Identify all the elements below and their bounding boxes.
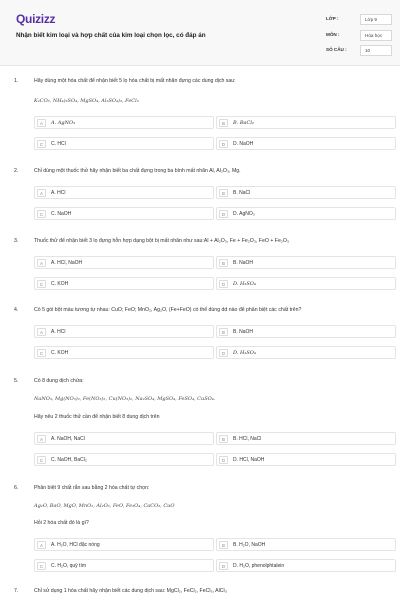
option-d[interactable] [216, 559, 396, 572]
option-letter: A [37, 328, 46, 336]
option-text: C. NaOH, BaCl₂ [51, 457, 87, 463]
option-text: D. H₂SO₄ [233, 281, 256, 287]
question-formula: NaNO₃, Mg(NO₃)₂, Fe(NO₃)₂, Cu(NO₃)₂, Na₂SO₄, MgSO₄, FeSO₄, CuSO₄. [34, 396, 216, 402]
option-text: B. H₂O, NaOH [233, 542, 266, 548]
question-stem: Thuốc thử để nhận biết 3 lọ đựng hỗn hợp dạng bột bị mất nhãn như sau:Al + Al₂O₃, Fe + Fe₂O₃, FeO + Fe₂O₃ [34, 238, 290, 244]
option-b[interactable] [216, 116, 396, 129]
grade-value: Lớp 9 [360, 14, 392, 25]
option-c[interactable] [34, 207, 214, 220]
option-text: A. AgNO₃ [51, 120, 76, 126]
option-text: D. HCl, NaOH [233, 457, 265, 463]
option-text: C. KOH [51, 281, 69, 287]
question-number: 2. [14, 168, 19, 174]
option-c[interactable] [34, 453, 214, 466]
option-letter: C [37, 280, 46, 288]
option-b[interactable] [216, 432, 396, 445]
subject-field [326, 30, 392, 42]
option-letter: A [37, 259, 46, 267]
question-number: 6. [14, 485, 19, 491]
question-number: 1. [14, 78, 19, 84]
question-formula: Ag₂O, BaO, MgO, MnO₂, Al₂O₃, FeO, Fe₃O₄, CaCO₃, CuO [34, 503, 175, 509]
question-stem: Phân biệt 9 chất rắn sau bằng 2 hóa chất tự chọn: [34, 485, 150, 491]
option-a[interactable] [34, 432, 214, 445]
option-text: A. HCl [51, 329, 66, 335]
option-d[interactable] [216, 207, 396, 220]
option-letter: D [219, 280, 228, 288]
question-subprompt: Hãy nêu 2 thuốc thử cần để nhận biết 8 dung dịch trên [34, 414, 160, 420]
question-number: 5. [14, 378, 19, 384]
option-text: D. H₂O, phenolphtalein [233, 563, 285, 569]
option-text: C. NaOH [51, 211, 72, 217]
question-formula: K₂CO₃, NH₄)₂SO₄, MgSO₄, Al₂SO₄)₃, FeCl₃ [34, 98, 139, 104]
option-letter: B [219, 435, 228, 443]
option-d[interactable] [216, 346, 396, 359]
question-stem: Chỉ sử dụng 1 hóa chất hãy nhận biết các dung dịch sau: MgCl₂, FeCl₂, FeCl₃, AlCl₃ [34, 588, 227, 594]
option-b[interactable] [216, 325, 396, 338]
question-number: 7. [14, 588, 19, 594]
option-text: C. KOH [51, 350, 69, 356]
worksheet-title: Nhận biết kim loại và hợp chất của kim loại chọn lọc, có đáp án [16, 32, 206, 39]
option-text: A. HCl, NaOH [51, 260, 83, 266]
option-a[interactable] [34, 186, 214, 199]
option-c[interactable] [34, 137, 214, 150]
option-d[interactable] [216, 277, 396, 290]
subject-label: MÔN : [326, 32, 340, 37]
question-number: 4. [14, 307, 19, 313]
option-text: B. NaOH [233, 329, 254, 335]
option-letter: D [219, 562, 228, 570]
question-stem: Chỉ dùng một thuốc thử hãy nhận biết ba chất đựng trong ba bình mất nhãn Al, Al₂O₃, Mg. [34, 168, 241, 174]
option-letter: B [219, 541, 228, 549]
option-text: D. NaOH [233, 141, 254, 147]
option-letter: D [219, 456, 228, 464]
option-a[interactable] [34, 256, 214, 269]
option-d[interactable] [216, 137, 396, 150]
question-stem: Có 5 gói bột màu tương tự nhau: CuO; FeO; MnO₂, Ag₂O, (Fe+FeO) có thể dùng dd nào để phân biệt các chất trên? [34, 307, 302, 313]
option-letter: C [37, 140, 46, 148]
option-b[interactable] [216, 186, 396, 199]
question-count-value: 10 [360, 45, 392, 56]
option-letter: C [37, 210, 46, 218]
option-text: D. H₂SO₄ [233, 350, 256, 356]
option-letter: C [37, 456, 46, 464]
option-letter: B [219, 189, 228, 197]
option-letter: B [219, 119, 228, 127]
option-letter: A [37, 435, 46, 443]
option-text: D. AgNO₃ [233, 211, 255, 217]
option-b[interactable] [216, 256, 396, 269]
question-stem: Có 8 dung dịch chứa: [34, 378, 84, 384]
option-letter: C [37, 349, 46, 357]
question-stem: Hãy dùng một hóa chất để nhận biết 5 lọ hóa chất bị mất nhãn đựng các dung dịch sau: [34, 78, 236, 84]
option-a[interactable] [34, 538, 214, 551]
option-c[interactable] [34, 559, 214, 572]
option-a[interactable] [34, 116, 214, 129]
option-text: A. H₂O, HCl đặc nóng [51, 542, 100, 548]
option-letter: B [219, 259, 228, 267]
option-text: C. H₂O, quỳ tím [51, 563, 87, 569]
subject-value: Hóa học [360, 30, 392, 41]
option-letter: A [37, 119, 46, 127]
worksheet-header [0, 0, 400, 66]
option-text: A. NaOH, NaCl [51, 436, 85, 442]
option-letter: C [37, 562, 46, 570]
question-number: 3. [14, 238, 19, 244]
option-c[interactable] [34, 277, 214, 290]
question-subprompt: Hỏi 2 hóa chất đó là gì? [34, 520, 89, 526]
option-b[interactable] [216, 538, 396, 551]
quizizz-logo[interactable]: Quizizz [16, 12, 56, 26]
question-count-field [326, 45, 392, 57]
option-c[interactable] [34, 346, 214, 359]
option-letter: A [37, 541, 46, 549]
option-text: B. HCl, NaCl [233, 436, 262, 442]
option-text: A. HCl [51, 190, 66, 196]
option-letter: B [219, 328, 228, 336]
option-letter: D [219, 140, 228, 148]
option-text: B. NaOH [233, 260, 254, 266]
option-letter: D [219, 210, 228, 218]
grade-field [326, 14, 392, 26]
option-letter: A [37, 189, 46, 197]
option-text: B. NaCl [233, 190, 251, 196]
option-a[interactable] [34, 325, 214, 338]
option-text: B. BaCl₂ [233, 120, 254, 126]
option-d[interactable] [216, 453, 396, 466]
grade-label: LỚP : [326, 16, 339, 21]
question-count-label: SỐ CÂU : [326, 47, 347, 52]
option-text: C. HCl [51, 141, 66, 147]
option-letter: D [219, 349, 228, 357]
